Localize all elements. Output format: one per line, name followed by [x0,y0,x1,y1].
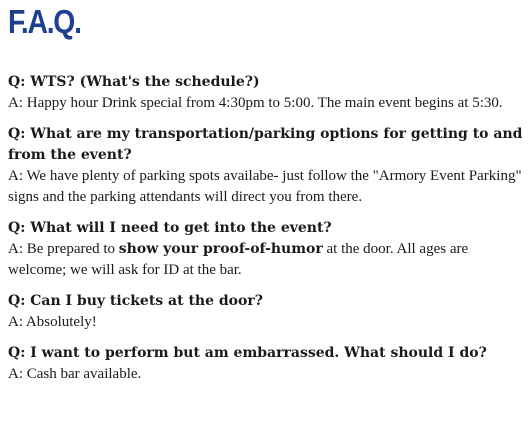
faq-page [8,0,523,395]
faq-question: Q: What are my transportation/parking options for getting to and from the event? [8,126,523,163]
answer-text: A: Be prepared to [8,241,119,257]
page-title: F.A.Q. [8,3,81,40]
faq-answer: A: Happy hour Drink special from 4:30pm to 5:00. The main event begins at 5:30. [8,95,503,111]
faq-question: Q: Can I buy tickets at the door? [8,293,263,309]
faq-list [8,72,523,385]
faq-answer: A: Cash bar available. [8,366,142,382]
faq-question: Q: WTS? (What's the schedule?) [8,74,260,90]
faq-answer [8,239,523,281]
faq-question: Q: I want to perform but am embarrassed. What should I do? [8,345,487,361]
faq-item-perform [8,343,523,385]
answer-text: at the door. All ages are welcome; we will ask for ID at the bar. [8,241,469,278]
faq-question: Q: What will I need to get into the event? [8,220,332,236]
faq-item-entry [8,218,523,281]
faq-item-parking [8,124,523,208]
answer-emphasis: show your proof-of-humor [118,241,323,257]
faq-answer: A: We have plenty of parking spots availabe- just follow the "Armory Event Parking" signs and the parking attendants will direct you from there. [8,168,522,205]
faq-item-tickets [8,291,523,333]
faq-item-schedule [8,72,523,114]
faq-answer: A: Absolutely! [8,314,97,330]
